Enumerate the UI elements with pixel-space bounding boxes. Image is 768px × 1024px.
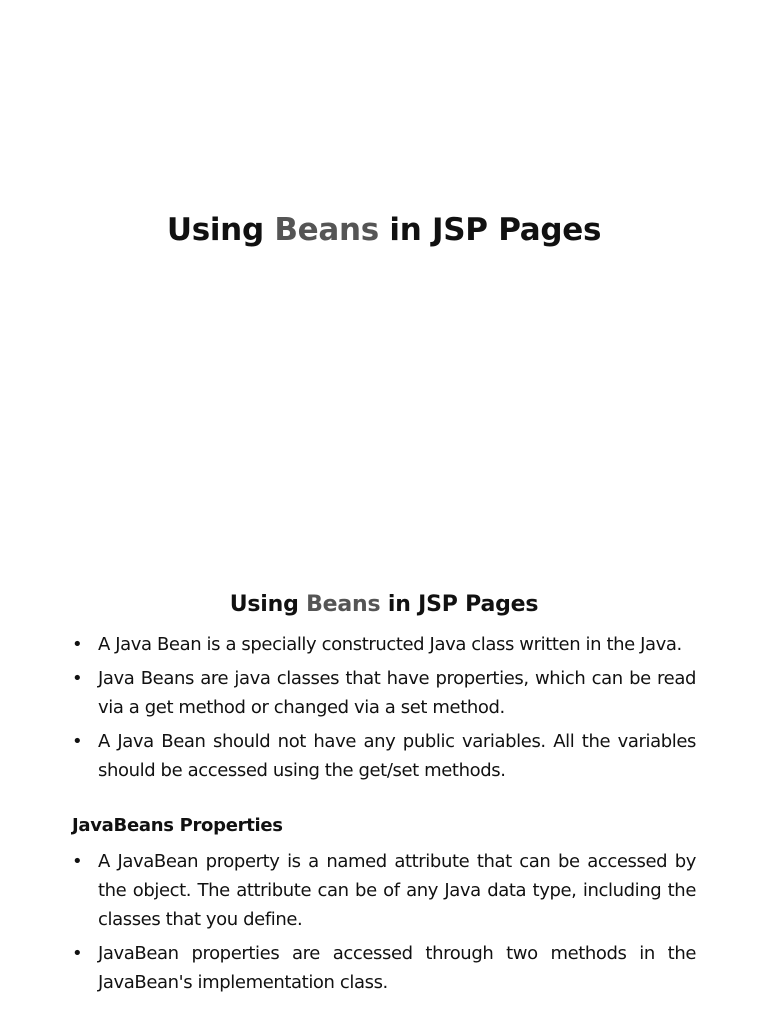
section-bullet-list	[72, 847, 696, 997]
bullet-item	[72, 664, 696, 722]
slide-content	[72, 630, 696, 1002]
bullet-text: Java Beans are java classes that have properties, which can be read via a get method or changed via a set method.	[98, 668, 696, 718]
bullet-item	[72, 847, 696, 934]
bullet-text: A Java Bean is a specially constructed Java class written in the Java.	[98, 634, 682, 655]
title-text-post: in JSP Pages	[378, 212, 602, 248]
bullet-icon: •	[72, 634, 83, 655]
bullet-text: A Java Bean should not have any public variables. All the variables should be accessed using the get/set methods.	[98, 731, 696, 781]
bullet-list	[72, 630, 696, 785]
bullet-text: JavaBean properties are accessed through two methods in the JavaBean's implementation class.	[98, 943, 696, 993]
content-slide	[0, 572, 768, 1024]
bullet-icon: •	[72, 851, 83, 872]
bullet-icon: •	[72, 943, 83, 964]
heading-text-pre: Using	[229, 592, 307, 617]
slide-title	[0, 212, 768, 248]
heading-text-post: in JSP Pages	[380, 592, 539, 617]
bullet-icon: •	[72, 731, 83, 752]
section-heading: JavaBeans Properties	[72, 815, 283, 836]
title-accent-word: Beans	[274, 212, 379, 248]
bullet-icon: •	[72, 668, 83, 689]
heading-accent-word: Beans	[306, 592, 381, 617]
bullet-item	[72, 939, 696, 997]
bullet-item	[72, 630, 696, 659]
bullet-text: A JavaBean property is a named attribute that can be accessed by the object. The attribute can be of any Java data type, including the classes that you define.	[98, 851, 696, 930]
title-text-pre: Using	[166, 212, 275, 248]
slide-heading	[0, 592, 768, 617]
bullet-item	[72, 727, 696, 785]
